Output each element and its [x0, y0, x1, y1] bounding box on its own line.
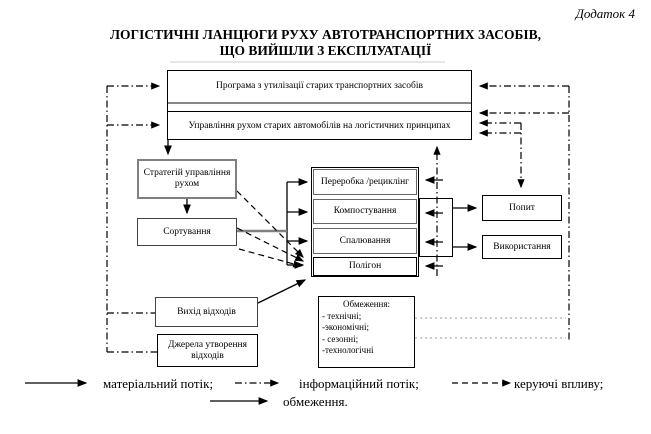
sorting-box: Сортування — [137, 218, 237, 246]
restriction-item-seasonal: - сезонні; — [322, 333, 359, 344]
management-box: Управління рухом старих автомобілів на логістичних принципах — [188, 121, 451, 131]
restriction-item-technological: -технологічні — [322, 345, 374, 355]
control-arrow-strategy-to-landfill — [237, 191, 303, 257]
material-arrow-wasteoutput-to-landfill — [258, 280, 305, 303]
usage-box: Використання — [482, 235, 562, 259]
program-divider-gray — [168, 102, 471, 104]
legend-control-label: керуючі впливу; — [514, 376, 604, 391]
legend-restriction-label: обмеження. — [283, 394, 348, 409]
strategy-box: Стратегій управління рухом — [137, 159, 237, 199]
control-arrow-sorting-to-landfill1 — [237, 228, 303, 261]
legend-information-label: інформаційний потік; — [299, 376, 419, 391]
restriction-lines — [415, 318, 566, 338]
demand-box: Попит — [482, 195, 562, 221]
landfill-box: Полігон — [313, 257, 417, 276]
incineration-box: Спалювання — [313, 228, 417, 254]
control-arrow-sorting-to-landfill2 — [239, 249, 301, 266]
output-bracket — [419, 198, 453, 257]
recycling-box: Переробка /рециклінг — [313, 169, 417, 195]
waste-sources-box: Джерела утворення відходів — [157, 334, 258, 367]
diagram-title-line2: ЩО ВИЙШЛИ З ЕКСПЛУАТАЦІЇ — [219, 43, 432, 58]
diagram-title-line1: ЛОГІСТИЧНІ ЛАНЦЮГИ РУХУ АВТОТРАНСПОРТНИХ ЗАСОБІВ, — [110, 27, 541, 42]
program-box: Програма з утилізації старих транспортних засобів — [216, 81, 423, 91]
restrictions-title: Обмеження: — [342, 299, 391, 309]
restriction-item-technical: - технічні; — [322, 310, 362, 321]
legend-material-label: матеріальний потік; — [103, 376, 214, 391]
waste-output-box: Вихід відходів — [155, 297, 258, 327]
restriction-item-economic: -экономічні; — [322, 322, 369, 332]
appendix-label: Додаток 4 — [575, 6, 635, 21]
composting-box: Компостування — [313, 199, 417, 224]
restrictions-box — [318, 296, 415, 368]
top-program-block — [167, 70, 472, 140]
